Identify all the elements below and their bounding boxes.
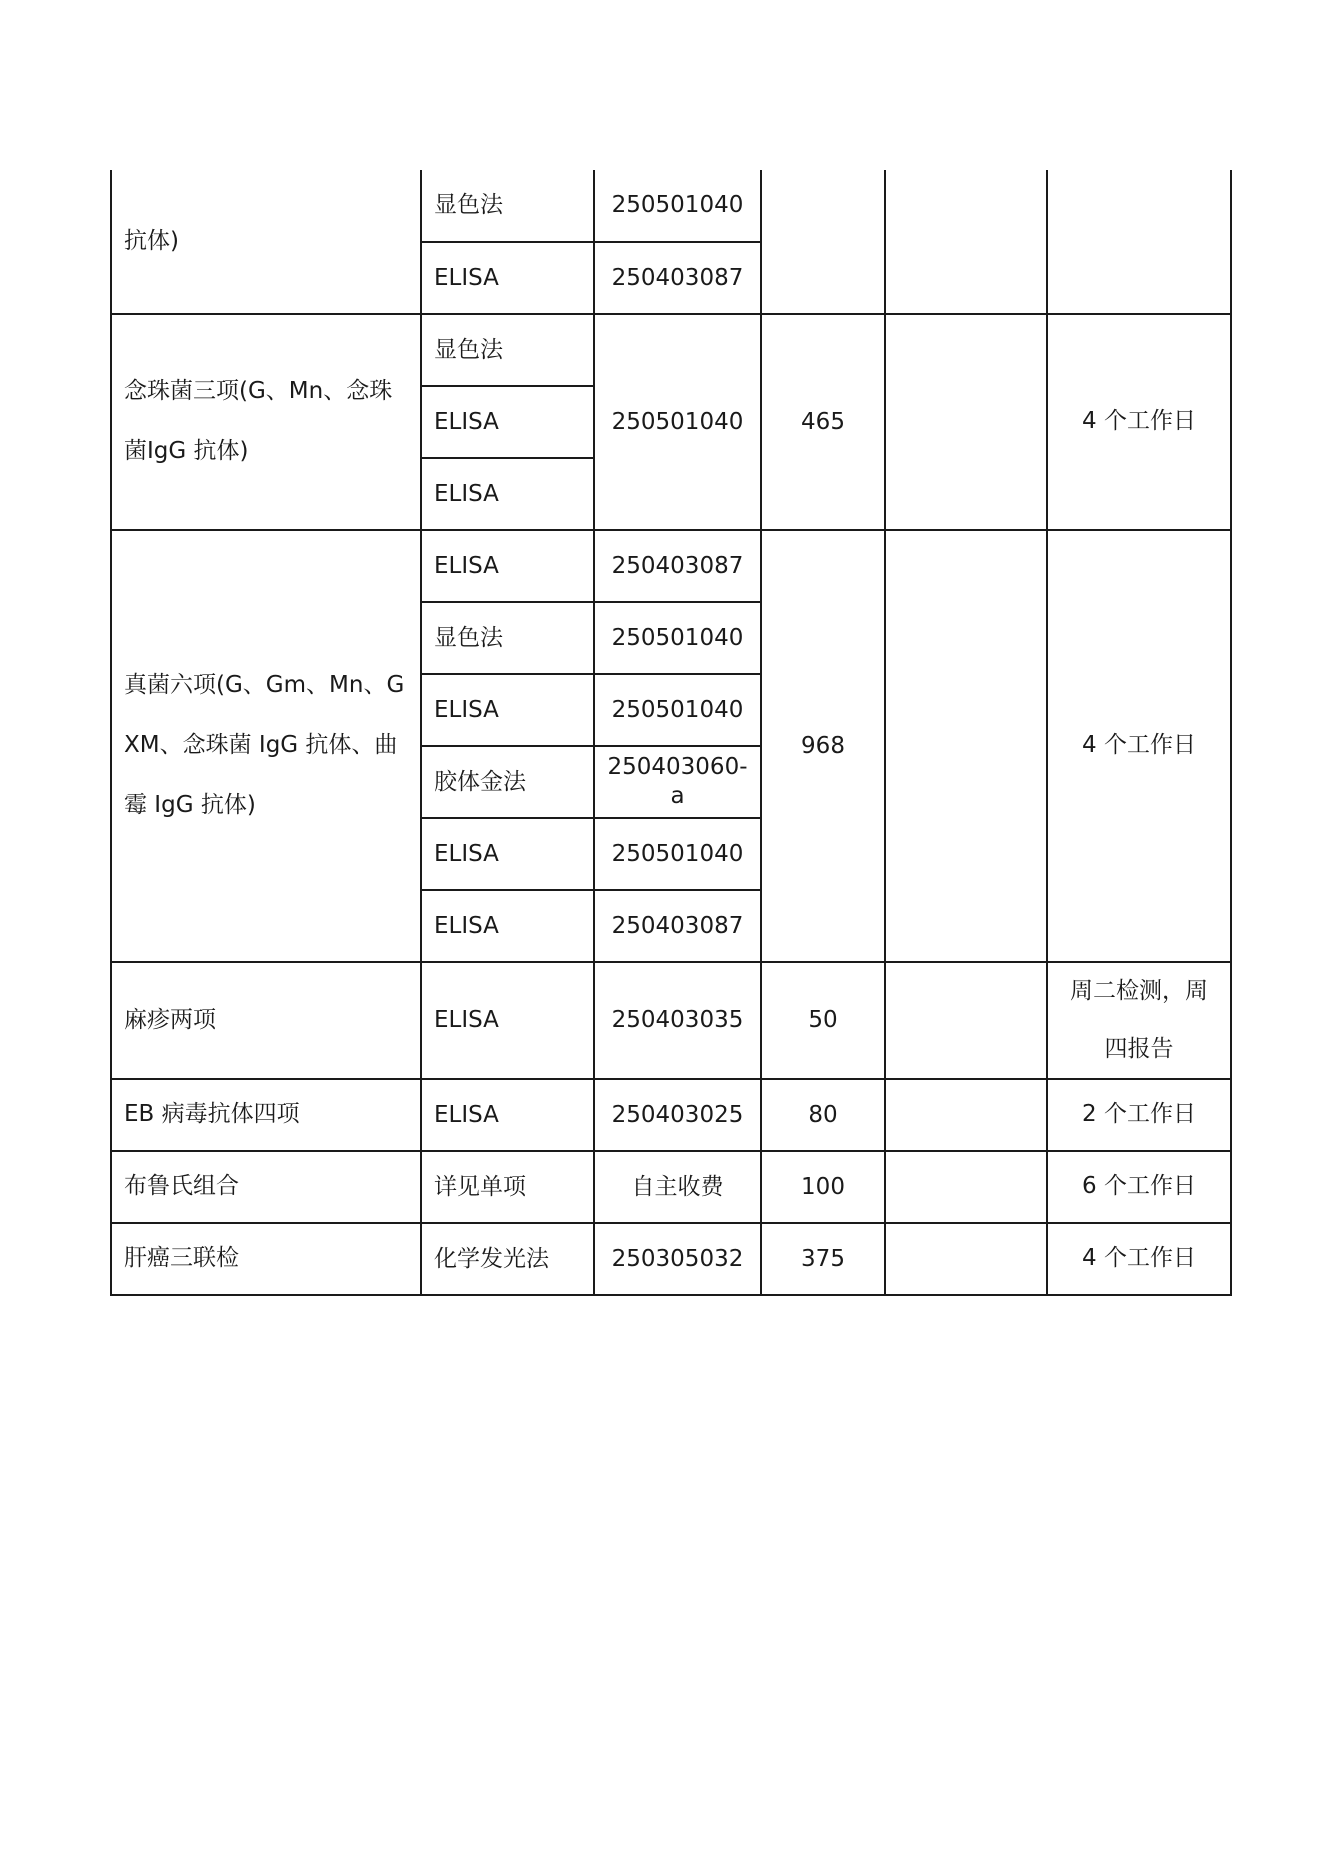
code-cell: 250403087 (594, 890, 761, 962)
blank-cell (885, 962, 1047, 1079)
test-name-cell: 肝癌三联检 (111, 1223, 421, 1295)
code-cell: 250403035 (594, 962, 761, 1079)
table-row (111, 170, 1231, 242)
report-time-cell (1047, 170, 1231, 314)
price-cell: 968 (761, 530, 885, 962)
table-row (111, 962, 1231, 1079)
blank-cell (885, 1151, 1047, 1223)
test-name-cell: 麻疹两项 (111, 962, 421, 1079)
code-cell: 250305032 (594, 1223, 761, 1295)
fee-table (110, 170, 1232, 1296)
method-cell: 显色法 (421, 314, 594, 386)
method-cell: 显色法 (421, 602, 594, 674)
table-row (111, 530, 1231, 602)
table-row (111, 1079, 1231, 1151)
method-cell: 化学发光法 (421, 1223, 594, 1295)
code-cell: 250403087 (594, 242, 761, 314)
blank-cell (885, 1223, 1047, 1295)
method-cell: ELISA (421, 386, 594, 458)
price-cell: 100 (761, 1151, 885, 1223)
report-time-cell: 2 个工作日 (1047, 1079, 1231, 1151)
price-cell (761, 170, 885, 314)
test-name-cell: 布鲁氏组合 (111, 1151, 421, 1223)
method-cell: ELISA (421, 674, 594, 746)
blank-cell (885, 170, 1047, 314)
price-cell: 465 (761, 314, 885, 530)
code-cell: 250501040 (594, 674, 761, 746)
method-cell: 详见单项 (421, 1151, 594, 1223)
test-name-cell: 抗体) (111, 170, 421, 314)
table-row (111, 1151, 1231, 1223)
test-name-cell: 念珠菌三项(G、Mn、念珠菌IgG 抗体) (111, 314, 421, 530)
code-cell: 250501040 (594, 170, 761, 242)
table-row (111, 1223, 1231, 1295)
table-row (111, 314, 1231, 386)
report-time-cell: 4 个工作日 (1047, 1223, 1231, 1295)
price-cell: 80 (761, 1079, 885, 1151)
method-cell: 显色法 (421, 170, 594, 242)
test-name-cell: EB 病毒抗体四项 (111, 1079, 421, 1151)
report-time-cell: 周二检测，周四报告 (1047, 962, 1231, 1079)
code-cell: 250501040 (594, 602, 761, 674)
method-cell: ELISA (421, 818, 594, 890)
blank-cell (885, 1079, 1047, 1151)
code-cell: 自主收费 (594, 1151, 761, 1223)
method-cell: ELISA (421, 242, 594, 314)
method-cell: ELISA (421, 962, 594, 1079)
report-time-cell: 4 个工作日 (1047, 530, 1231, 962)
blank-cell (885, 530, 1047, 962)
code-cell: 250403025 (594, 1079, 761, 1151)
method-cell: ELISA (421, 530, 594, 602)
blank-cell (885, 314, 1047, 530)
method-cell: ELISA (421, 458, 594, 530)
code-cell: 250403060-a (594, 746, 761, 818)
method-cell: ELISA (421, 1079, 594, 1151)
code-cell: 250501040 (594, 314, 761, 530)
method-cell: 胶体金法 (421, 746, 594, 818)
test-name-cell: 真菌六项(G、Gm、Mn、GXM、念珠菌 IgG 抗体、曲霉 IgG 抗体) (111, 530, 421, 962)
price-cell: 375 (761, 1223, 885, 1295)
report-time-cell: 6 个工作日 (1047, 1151, 1231, 1223)
report-time-cell: 4 个工作日 (1047, 314, 1231, 530)
code-cell: 250501040 (594, 818, 761, 890)
price-cell: 50 (761, 962, 885, 1079)
method-cell: ELISA (421, 890, 594, 962)
code-cell: 250403087 (594, 530, 761, 602)
